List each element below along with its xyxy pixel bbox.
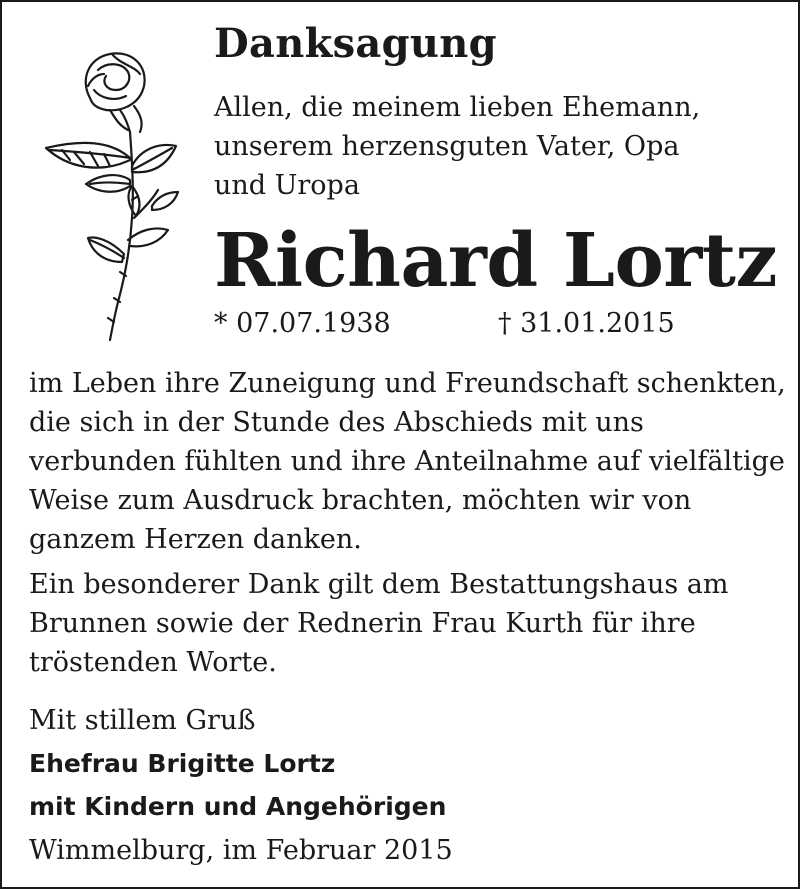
notice-heading: Danksagung <box>214 20 497 67</box>
special-thanks <box>29 565 786 682</box>
greeting: Mit stillem Gruß <box>29 705 256 736</box>
body-line: ganzem Herzen danken. <box>29 524 362 555</box>
body-line: Ein besonderer Dank gilt dem Bestattungshaus am <box>29 569 729 600</box>
body-line: die sich in der Stunde des Abschieds mit uns <box>29 407 644 438</box>
body-line: Weise zum Ausdruck brachten, möchten wir von <box>29 485 692 516</box>
intro-text <box>214 88 700 205</box>
death-date: † 31.01.2015 <box>498 308 675 339</box>
body-line: tröstenden Worte. <box>29 647 277 678</box>
place-date: Wimmelburg, im Februar 2015 <box>29 835 453 866</box>
body-line: im Leben ihre Zuneigung und Freundschaft schenkten, <box>29 368 786 399</box>
intro-line: und Uropa <box>214 170 360 201</box>
deceased-name: Richard Lortz <box>214 218 777 304</box>
intro-line: Allen, die meinem lieben Ehemann, <box>214 92 701 123</box>
rose-icon <box>40 40 180 345</box>
body-line: verbunden fühlten und ihre Anteilnahme auf vielfältige <box>29 446 785 477</box>
closing-block <box>29 699 446 828</box>
signature-family: mit Kindern und Angehörigen <box>29 792 447 821</box>
signature-spouse: Ehefrau Brigitte Lortz <box>29 749 336 778</box>
body-line: Brunnen sowie der Rednerin Frau Kurth für ihre <box>29 608 696 639</box>
intro-line: unserem herzensguten Vater, Opa <box>214 131 680 162</box>
birth-date: * 07.07.1938 <box>214 308 391 339</box>
thanks-body <box>29 364 786 682</box>
